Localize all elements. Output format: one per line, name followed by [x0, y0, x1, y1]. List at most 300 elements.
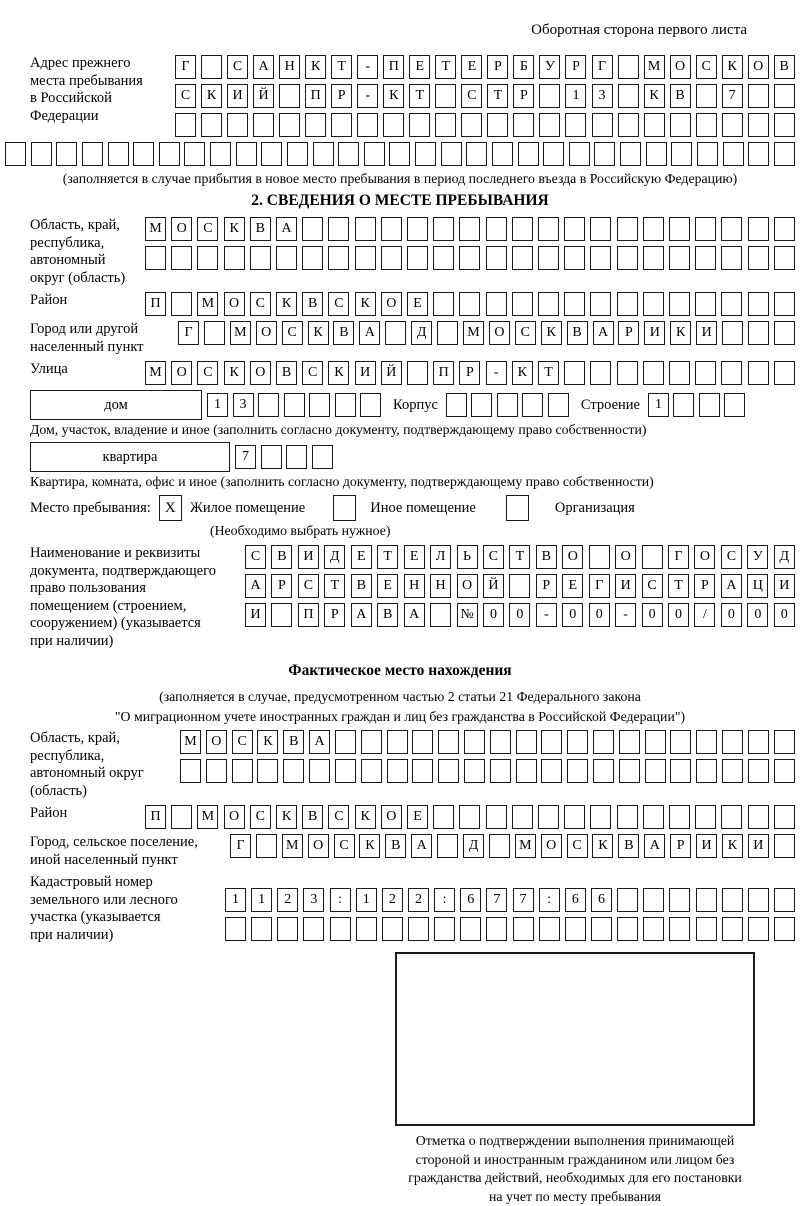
char-box[interactable]: 3: [233, 393, 254, 417]
char-box[interactable]: И: [696, 834, 717, 858]
char-box[interactable]: Й: [381, 361, 402, 385]
char-box[interactable]: Б: [513, 55, 534, 79]
char-box[interactable]: Г: [589, 574, 610, 598]
char-box[interactable]: Р: [331, 84, 352, 108]
char-box[interactable]: 0: [589, 603, 610, 627]
char-box[interactable]: Т: [324, 574, 345, 598]
char-box[interactable]: [492, 142, 513, 166]
char-box[interactable]: Л: [430, 545, 451, 569]
char-box[interactable]: [564, 246, 585, 270]
char-box[interactable]: Р: [459, 361, 480, 385]
char-box[interactable]: [619, 730, 640, 754]
char-box[interactable]: И: [298, 545, 319, 569]
char-box[interactable]: [516, 759, 537, 783]
char-box[interactable]: [644, 113, 665, 137]
char-box[interactable]: [512, 217, 533, 241]
char-box[interactable]: [356, 917, 377, 941]
char-box[interactable]: М: [197, 292, 218, 316]
char-box[interactable]: [513, 113, 534, 137]
char-box[interactable]: [357, 113, 378, 137]
char-box[interactable]: [538, 246, 559, 270]
char-box[interactable]: [721, 361, 742, 385]
char-box[interactable]: [305, 113, 326, 137]
char-box[interactable]: [382, 917, 403, 941]
char-box[interactable]: [670, 730, 691, 754]
char-box[interactable]: [722, 113, 743, 137]
char-box[interactable]: [133, 142, 154, 166]
char-box[interactable]: Ц: [747, 574, 768, 598]
char-box[interactable]: М: [515, 834, 536, 858]
char-box[interactable]: [486, 246, 507, 270]
char-box[interactable]: [277, 917, 298, 941]
char-box[interactable]: [721, 805, 742, 829]
char-box[interactable]: [513, 917, 534, 941]
char-box[interactable]: [565, 113, 586, 137]
char-box[interactable]: У: [539, 55, 560, 79]
char-box[interactable]: К: [541, 321, 562, 345]
char-box[interactable]: [748, 292, 769, 316]
char-box[interactable]: 0: [747, 603, 768, 627]
char-box[interactable]: В: [271, 545, 292, 569]
char-box[interactable]: Т: [487, 84, 508, 108]
char-box[interactable]: П: [305, 84, 326, 108]
char-box[interactable]: [643, 217, 664, 241]
char-box[interactable]: [302, 217, 323, 241]
char-box[interactable]: [645, 759, 666, 783]
char-box[interactable]: С: [232, 730, 253, 754]
char-box[interactable]: Е: [407, 805, 428, 829]
char-box[interactable]: К: [355, 292, 376, 316]
char-box[interactable]: Р: [271, 574, 292, 598]
char-box[interactable]: [433, 246, 454, 270]
char-box[interactable]: А: [721, 574, 742, 598]
char-box[interactable]: Т: [331, 55, 352, 79]
char-box[interactable]: Е: [377, 574, 398, 598]
char-box[interactable]: [670, 759, 691, 783]
char-box[interactable]: [774, 321, 795, 345]
char-box[interactable]: 3: [303, 888, 324, 912]
char-box[interactable]: О: [308, 834, 329, 858]
char-box[interactable]: [669, 888, 690, 912]
char-box[interactable]: К: [276, 292, 297, 316]
char-box[interactable]: К: [383, 84, 404, 108]
char-box[interactable]: [460, 917, 481, 941]
char-box[interactable]: С: [461, 84, 482, 108]
char-box[interactable]: [518, 142, 539, 166]
house-field-box[interactable]: дом: [30, 390, 202, 420]
char-box[interactable]: [438, 759, 459, 783]
char-box[interactable]: О: [670, 55, 691, 79]
char-box[interactable]: [5, 142, 26, 166]
char-box[interactable]: [748, 113, 769, 137]
char-box[interactable]: О: [171, 361, 192, 385]
char-box[interactable]: Е: [351, 545, 372, 569]
char-box[interactable]: Е: [461, 55, 482, 79]
char-box[interactable]: №: [457, 603, 478, 627]
char-box[interactable]: И: [774, 574, 795, 598]
char-box[interactable]: [721, 217, 742, 241]
char-box[interactable]: К: [722, 55, 743, 79]
char-box[interactable]: С: [250, 805, 271, 829]
char-box[interactable]: [486, 217, 507, 241]
char-box[interactable]: П: [298, 603, 319, 627]
char-box[interactable]: [286, 445, 307, 469]
char-box[interactable]: [303, 917, 324, 941]
char-box[interactable]: [441, 142, 462, 166]
char-box[interactable]: Й: [483, 574, 504, 598]
char-box[interactable]: К: [305, 55, 326, 79]
char-box[interactable]: [437, 321, 458, 345]
char-box[interactable]: В: [333, 321, 354, 345]
char-box[interactable]: Г: [178, 321, 199, 345]
char-box[interactable]: [251, 917, 272, 941]
char-box[interactable]: О: [224, 805, 245, 829]
char-box[interactable]: В: [302, 292, 323, 316]
char-box[interactable]: [695, 217, 716, 241]
char-box[interactable]: 7: [513, 888, 534, 912]
char-box[interactable]: О: [206, 730, 227, 754]
char-box[interactable]: Р: [536, 574, 557, 598]
char-box[interactable]: А: [351, 603, 372, 627]
char-box[interactable]: [564, 217, 585, 241]
char-box[interactable]: [699, 393, 720, 417]
char-box[interactable]: И: [748, 834, 769, 858]
char-box[interactable]: И: [644, 321, 665, 345]
char-box[interactable]: [516, 730, 537, 754]
char-box[interactable]: 0: [668, 603, 689, 627]
char-box[interactable]: [617, 292, 638, 316]
char-box[interactable]: [617, 917, 638, 941]
char-box[interactable]: [381, 217, 402, 241]
char-box[interactable]: [466, 142, 487, 166]
char-box[interactable]: [197, 246, 218, 270]
char-box[interactable]: К: [257, 730, 278, 754]
char-box[interactable]: [723, 142, 744, 166]
stay-type-checkbox-residential[interactable]: X: [159, 495, 182, 521]
char-box[interactable]: [522, 393, 543, 417]
char-box[interactable]: Е: [409, 55, 430, 79]
char-box[interactable]: [461, 113, 482, 137]
char-box[interactable]: А: [309, 730, 330, 754]
char-box[interactable]: [284, 393, 305, 417]
char-box[interactable]: К: [224, 217, 245, 241]
char-box[interactable]: [541, 730, 562, 754]
char-box[interactable]: Р: [513, 84, 534, 108]
char-box[interactable]: [364, 142, 385, 166]
char-box[interactable]: [206, 759, 227, 783]
char-box[interactable]: [407, 361, 428, 385]
char-box[interactable]: [696, 730, 717, 754]
char-box[interactable]: [548, 393, 569, 417]
char-box[interactable]: К: [276, 805, 297, 829]
char-box[interactable]: О: [171, 217, 192, 241]
char-box[interactable]: [512, 292, 533, 316]
char-box[interactable]: [459, 292, 480, 316]
char-box[interactable]: [459, 217, 480, 241]
char-box[interactable]: [722, 321, 743, 345]
char-box[interactable]: [748, 217, 769, 241]
char-box[interactable]: [459, 246, 480, 270]
char-box[interactable]: 2: [382, 888, 403, 912]
char-box[interactable]: О: [694, 545, 715, 569]
char-box[interactable]: А: [359, 321, 380, 345]
char-box[interactable]: Ь: [457, 545, 478, 569]
char-box[interactable]: Т: [509, 545, 530, 569]
char-box[interactable]: Г: [668, 545, 689, 569]
char-box[interactable]: С: [483, 545, 504, 569]
char-box[interactable]: К: [308, 321, 329, 345]
char-box[interactable]: [669, 246, 690, 270]
char-box[interactable]: [381, 246, 402, 270]
stay-type-checkbox-other[interactable]: [333, 495, 356, 521]
char-box[interactable]: [722, 730, 743, 754]
char-box[interactable]: 0: [562, 603, 583, 627]
char-box[interactable]: [748, 246, 769, 270]
char-box[interactable]: [387, 730, 408, 754]
char-box[interactable]: [618, 84, 639, 108]
char-box[interactable]: [669, 217, 690, 241]
char-box[interactable]: [748, 888, 769, 912]
char-box[interactable]: [276, 246, 297, 270]
char-box[interactable]: [258, 393, 279, 417]
char-box[interactable]: К: [644, 84, 665, 108]
char-box[interactable]: [539, 84, 560, 108]
char-box[interactable]: С: [334, 834, 355, 858]
char-box[interactable]: А: [411, 834, 432, 858]
char-box[interactable]: [256, 834, 277, 858]
char-box[interactable]: К: [359, 834, 380, 858]
char-box[interactable]: [748, 730, 769, 754]
char-box[interactable]: В: [302, 805, 323, 829]
char-box[interactable]: [567, 759, 588, 783]
char-box[interactable]: [669, 361, 690, 385]
char-box[interactable]: [695, 292, 716, 316]
char-box[interactable]: 0: [509, 603, 530, 627]
char-box[interactable]: [145, 246, 166, 270]
char-box[interactable]: 0: [642, 603, 663, 627]
char-box[interactable]: [669, 917, 690, 941]
char-box[interactable]: [313, 142, 334, 166]
char-box[interactable]: [594, 142, 615, 166]
char-box[interactable]: О: [250, 361, 271, 385]
char-box[interactable]: Г: [175, 55, 196, 79]
char-box[interactable]: К: [224, 361, 245, 385]
char-box[interactable]: 0: [774, 603, 795, 627]
char-box[interactable]: [748, 759, 769, 783]
char-box[interactable]: [279, 113, 300, 137]
char-box[interactable]: [108, 142, 129, 166]
char-box[interactable]: С: [515, 321, 536, 345]
char-box[interactable]: [180, 759, 201, 783]
char-box[interactable]: [697, 142, 718, 166]
char-box[interactable]: [435, 84, 456, 108]
char-box[interactable]: [408, 917, 429, 941]
char-box[interactable]: М: [230, 321, 251, 345]
char-box[interactable]: М: [197, 805, 218, 829]
char-box[interactable]: [696, 888, 717, 912]
char-box[interactable]: [497, 393, 518, 417]
char-box[interactable]: [512, 246, 533, 270]
char-box[interactable]: :: [539, 888, 560, 912]
char-box[interactable]: [774, 113, 795, 137]
char-box[interactable]: К: [592, 834, 613, 858]
char-box[interactable]: С: [642, 574, 663, 598]
char-box[interactable]: И: [355, 361, 376, 385]
char-box[interactable]: А: [276, 217, 297, 241]
char-box[interactable]: [618, 113, 639, 137]
char-box[interactable]: [171, 292, 192, 316]
char-box[interactable]: [774, 292, 795, 316]
char-box[interactable]: [646, 142, 667, 166]
char-box[interactable]: [724, 393, 745, 417]
char-box[interactable]: Й: [253, 84, 274, 108]
char-box[interactable]: [564, 292, 585, 316]
char-box[interactable]: [539, 917, 560, 941]
char-box[interactable]: [774, 888, 795, 912]
char-box[interactable]: С: [197, 217, 218, 241]
char-box[interactable]: [721, 292, 742, 316]
char-box[interactable]: А: [245, 574, 266, 598]
char-box[interactable]: [774, 759, 795, 783]
char-box[interactable]: [564, 805, 585, 829]
char-box[interactable]: [184, 142, 205, 166]
char-box[interactable]: [590, 805, 611, 829]
char-box[interactable]: П: [383, 55, 404, 79]
char-box[interactable]: [538, 805, 559, 829]
char-box[interactable]: Д: [324, 545, 345, 569]
char-box[interactable]: С: [298, 574, 319, 598]
char-box[interactable]: [412, 759, 433, 783]
char-box[interactable]: 2: [277, 888, 298, 912]
char-box[interactable]: И: [696, 321, 717, 345]
char-box[interactable]: [331, 113, 352, 137]
char-box[interactable]: В: [618, 834, 639, 858]
char-box[interactable]: [748, 917, 769, 941]
char-box[interactable]: [225, 917, 246, 941]
char-box[interactable]: [464, 759, 485, 783]
char-box[interactable]: Р: [565, 55, 586, 79]
char-box[interactable]: Г: [230, 834, 251, 858]
char-box[interactable]: Р: [618, 321, 639, 345]
char-box[interactable]: П: [145, 292, 166, 316]
char-box[interactable]: А: [253, 55, 274, 79]
char-box[interactable]: [261, 142, 282, 166]
char-box[interactable]: [543, 142, 564, 166]
char-box[interactable]: [385, 321, 406, 345]
char-box[interactable]: С: [721, 545, 742, 569]
char-box[interactable]: Д: [774, 545, 795, 569]
char-box[interactable]: [590, 246, 611, 270]
char-box[interactable]: [459, 805, 480, 829]
char-box[interactable]: С: [282, 321, 303, 345]
char-box[interactable]: [409, 113, 430, 137]
char-box[interactable]: -: [357, 55, 378, 79]
char-box[interactable]: В: [283, 730, 304, 754]
char-box[interactable]: [509, 574, 530, 598]
char-box[interactable]: [669, 805, 690, 829]
char-box[interactable]: [287, 142, 308, 166]
char-box[interactable]: [593, 759, 614, 783]
char-box[interactable]: [643, 805, 664, 829]
char-box[interactable]: -: [486, 361, 507, 385]
char-box[interactable]: [590, 361, 611, 385]
char-box[interactable]: [257, 759, 278, 783]
char-box[interactable]: [204, 321, 225, 345]
char-box[interactable]: Р: [324, 603, 345, 627]
char-box[interactable]: -: [615, 603, 636, 627]
char-box[interactable]: [645, 730, 666, 754]
char-box[interactable]: [253, 113, 274, 137]
char-box[interactable]: [360, 393, 381, 417]
char-box[interactable]: О: [615, 545, 636, 569]
char-box[interactable]: [236, 142, 257, 166]
char-box[interactable]: [721, 246, 742, 270]
char-box[interactable]: [335, 759, 356, 783]
char-box[interactable]: [642, 545, 663, 569]
char-box[interactable]: [224, 246, 245, 270]
char-box[interactable]: [774, 84, 795, 108]
char-box[interactable]: [309, 393, 330, 417]
char-box[interactable]: :: [434, 888, 455, 912]
char-box[interactable]: Г: [592, 55, 613, 79]
char-box[interactable]: И: [245, 603, 266, 627]
char-box[interactable]: [328, 246, 349, 270]
char-box[interactable]: Е: [562, 574, 583, 598]
char-box[interactable]: [407, 246, 428, 270]
char-box[interactable]: М: [282, 834, 303, 858]
char-box[interactable]: М: [145, 217, 166, 241]
char-box[interactable]: [446, 393, 467, 417]
char-box[interactable]: Е: [404, 545, 425, 569]
char-box[interactable]: [361, 759, 382, 783]
char-box[interactable]: [538, 217, 559, 241]
char-box[interactable]: К: [512, 361, 533, 385]
char-box[interactable]: [774, 217, 795, 241]
char-box[interactable]: Н: [430, 574, 451, 598]
char-box[interactable]: [279, 84, 300, 108]
char-box[interactable]: [261, 445, 282, 469]
char-box[interactable]: [670, 113, 691, 137]
char-box[interactable]: С: [227, 55, 248, 79]
char-box[interactable]: 2: [408, 888, 429, 912]
char-box[interactable]: [328, 217, 349, 241]
char-box[interactable]: [486, 292, 507, 316]
char-box[interactable]: С: [250, 292, 271, 316]
char-box[interactable]: -: [357, 84, 378, 108]
char-box[interactable]: [567, 730, 588, 754]
char-box[interactable]: О: [381, 292, 402, 316]
char-box[interactable]: [355, 246, 376, 270]
char-box[interactable]: [171, 805, 192, 829]
char-box[interactable]: [302, 246, 323, 270]
char-box[interactable]: Т: [435, 55, 456, 79]
char-box[interactable]: [56, 142, 77, 166]
char-box[interactable]: [201, 113, 222, 137]
char-box[interactable]: 6: [460, 888, 481, 912]
char-box[interactable]: [430, 603, 451, 627]
char-box[interactable]: [387, 759, 408, 783]
char-box[interactable]: И: [615, 574, 636, 598]
char-box[interactable]: [722, 759, 743, 783]
char-box[interactable]: [774, 142, 795, 166]
char-box[interactable]: М: [463, 321, 484, 345]
char-box[interactable]: [774, 730, 795, 754]
char-box[interactable]: О: [489, 321, 510, 345]
char-box[interactable]: [748, 805, 769, 829]
char-box[interactable]: 7: [722, 84, 743, 108]
char-box[interactable]: [593, 730, 614, 754]
char-box[interactable]: [541, 759, 562, 783]
